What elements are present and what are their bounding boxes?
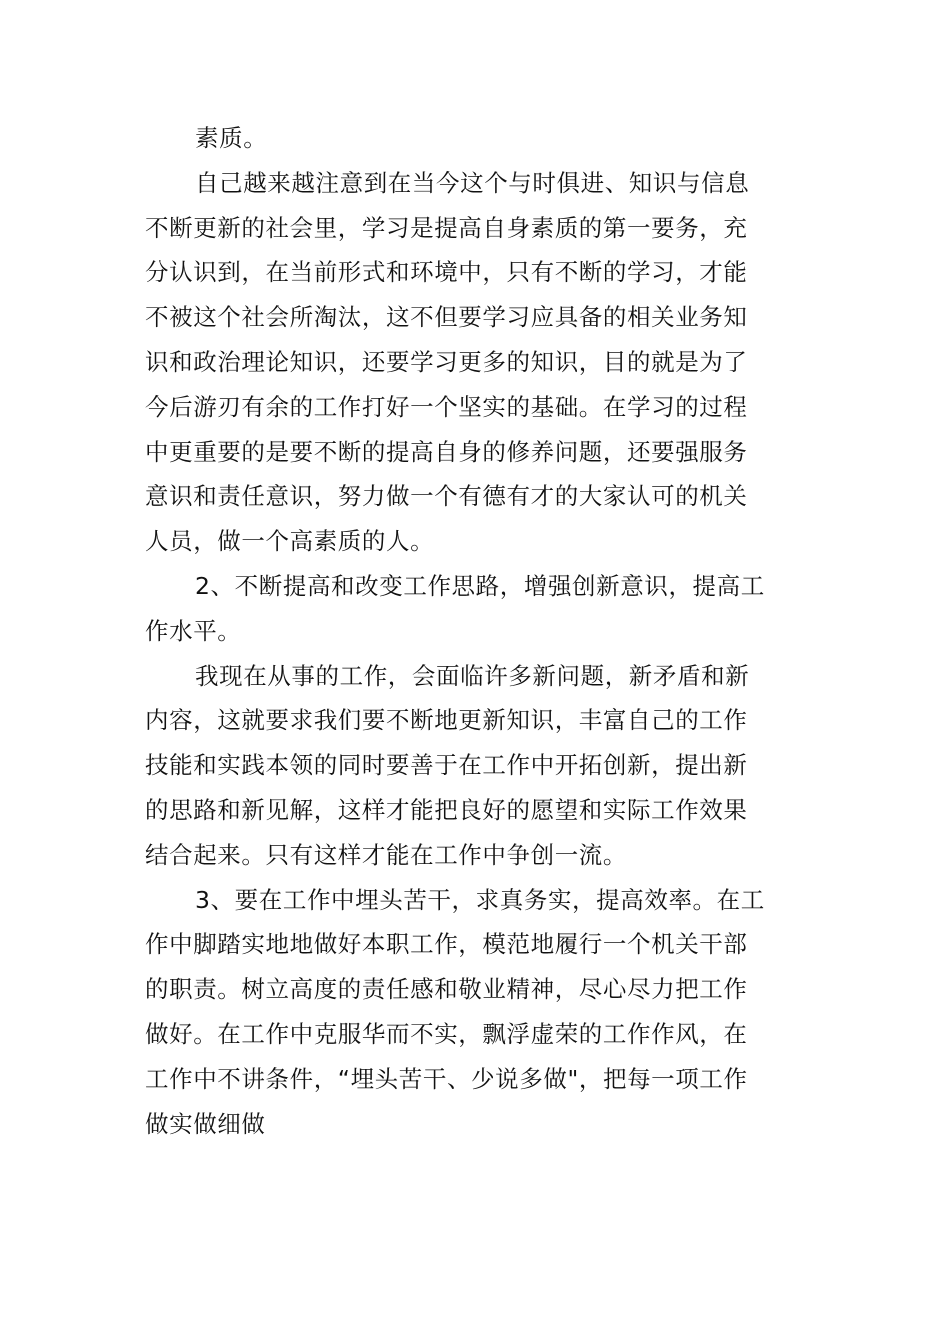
text-line: 分认识到，在当前形式和环境中，只有不断的学习，才能 bbox=[145, 258, 748, 287]
text-line: 做实做细做 bbox=[145, 1109, 266, 1138]
text-line: 不被这个社会所淘汰，这不但要学习应具备的相关业务知 bbox=[145, 303, 748, 332]
text-line: 识和政治理论知识，还要学习更多的知识，目的就是为了 bbox=[145, 347, 748, 376]
text-line: 我现在从事的工作，会面临许多新问题，新矛盾和新 bbox=[195, 661, 750, 690]
text-line: 作水平。 bbox=[145, 616, 242, 645]
text-line: 素质。 bbox=[195, 124, 268, 152]
text-line: 自己越来越注意到在当今这个与时俱进、知识与信息 bbox=[195, 168, 750, 197]
text-line: 3、要在工作中埋头苦干，求真务实，提高效率。在工 bbox=[195, 885, 765, 914]
text-line: 2、不断提高和改变工作思路，增强创新意识，提高工 bbox=[195, 571, 765, 600]
text-line: 的职责。树立高度的责任感和敬业精神，尽心尽力把工作 bbox=[145, 975, 748, 1004]
text-line: 作中脚踏实地地做好本职工作，模范地履行一个机关干部 bbox=[145, 930, 748, 959]
text-line: 人员，做一个高素质的人。 bbox=[145, 527, 435, 556]
text-line: 中更重要的是要不断的提高自身的修养问题，还要强服务 bbox=[145, 437, 748, 466]
text-line: 技能和实践本领的同时要善于在工作中开拓创新，提出新 bbox=[145, 751, 748, 780]
text-line: 的思路和新见解，这样才能把良好的愿望和实际工作效果 bbox=[145, 795, 748, 824]
text-line: 内容，这就要求我们要不断地更新知识，丰富自己的工作 bbox=[145, 706, 748, 735]
text-line: 不断更新的社会里，学习是提高自身素质的第一要务，充 bbox=[145, 213, 748, 242]
body-text bbox=[145, 116, 810, 1146]
text-line: 做好。在工作中克服华而不实，飘浮虚荣的工作作风，在 bbox=[145, 1019, 748, 1048]
text-line: 结合起来。只有这样才能在工作中争创一流。 bbox=[145, 840, 627, 869]
text-line: 工作中不讲条件，“埋头苦干、少说多做"，把每一项工作 bbox=[145, 1064, 748, 1093]
text-line: 今后游刃有余的工作打好一个坚实的基础。在学习的过程 bbox=[145, 392, 748, 421]
text-line: 意识和责任意识，努力做一个有德有才的大家认可的机关 bbox=[145, 482, 748, 511]
